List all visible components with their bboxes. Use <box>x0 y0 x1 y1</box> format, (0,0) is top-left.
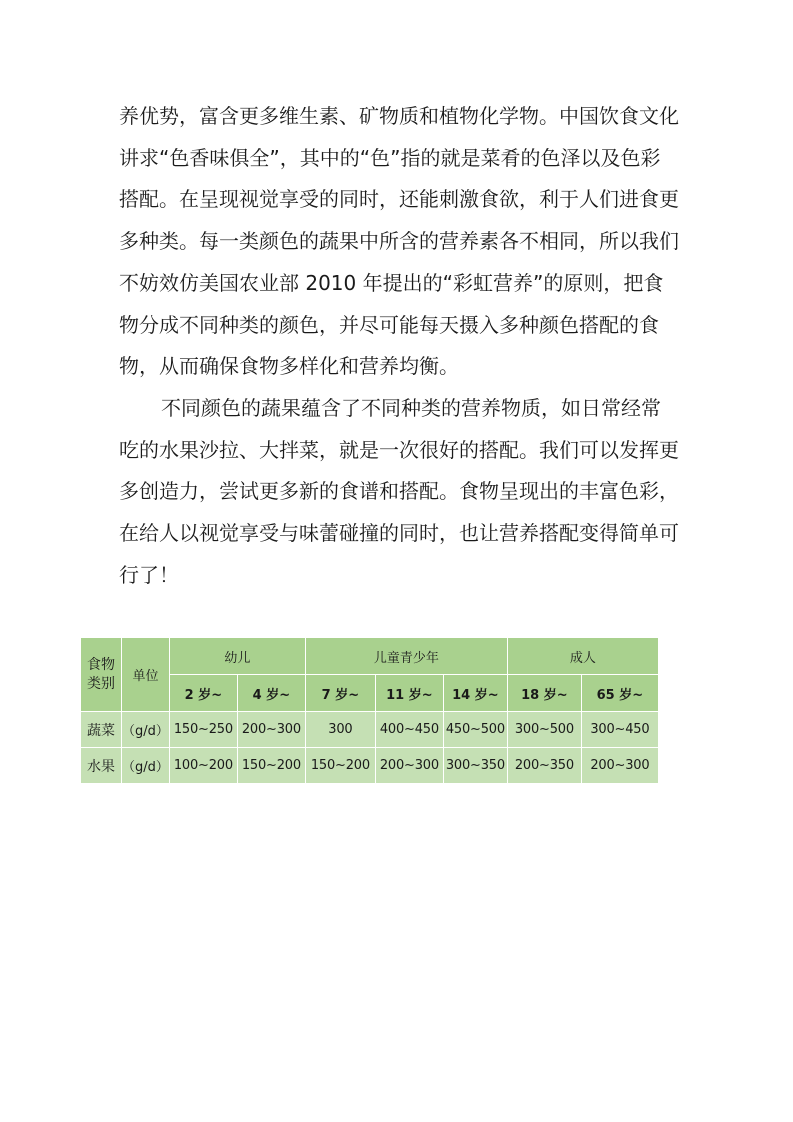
unit-cell: （g/d） <box>122 712 170 748</box>
value-cell: 200~300 <box>581 748 658 784</box>
value-cell: 400~450 <box>375 712 443 748</box>
value-cell: 300 <box>305 712 375 748</box>
value-cell: 300~450 <box>581 712 658 748</box>
header-row-groups <box>81 638 659 675</box>
food-name: 水果 <box>81 748 122 784</box>
group-header-youth: 儿童青少年 <box>305 638 507 675</box>
value-cell: 300~500 <box>507 712 581 748</box>
food-name: 蔬菜 <box>81 712 122 748</box>
age-header: 2 岁~ <box>169 675 237 712</box>
value-cell: 150~200 <box>305 748 375 784</box>
table-row-fruits <box>81 748 659 784</box>
age-header: 18 岁~ <box>507 675 581 712</box>
age-header: 65 岁~ <box>581 675 658 712</box>
paragraph-2: 不同颜色的蔬果蕴含了不同种类的营养物质，如日常经常吃的水果沙拉、大拌菜，就是一次很好的搭配。我们可以发挥更多创造力，尝试更多新的食谱和搭配。食物呈现出的丰富色彩，在给人以视觉享受与味蕾碰撞的同时，也让营养搭配变得简单可行了！ <box>119 395 679 587</box>
table-row-vegetables <box>81 712 659 748</box>
value-cell: 300~350 <box>443 748 507 784</box>
category-header: 食物类别 <box>81 638 122 712</box>
value-cell: 200~350 <box>507 748 581 784</box>
nutrition-table <box>80 637 659 784</box>
age-header: 7 岁~ <box>305 675 375 712</box>
age-header: 4 岁~ <box>237 675 305 712</box>
value-cell: 450~500 <box>443 712 507 748</box>
unit-cell: （g/d） <box>122 748 170 784</box>
paragraph-1: 养优势，富含更多维生素、矿物质和植物化学物。中国饮食文化讲求“色香味俱全”，其中的“色”指的就是菜肴的色泽以及色彩搭配。在呈现视觉享受的同时，还能刺激食欲，利于人们进食更多种类。每一类颜色的蔬果中所含的营养素各不相同，所以我们不妨效仿美国农业部 2010 年提出的“彩虹营养”的原则，把食物分成不同种类的颜色，并尽可能每天摄入多种颜色搭配的食物，从而确保食物多样化和营养均衡。 <box>119 104 679 379</box>
value-cell: 200~300 <box>237 712 305 748</box>
value-cell: 200~300 <box>375 748 443 784</box>
group-header-infant: 幼儿 <box>169 638 305 675</box>
unit-header: 单位 <box>122 638 170 712</box>
age-header: 14 岁~ <box>443 675 507 712</box>
value-cell: 150~200 <box>237 748 305 784</box>
group-header-adult: 成人 <box>507 638 658 675</box>
value-cell: 150~250 <box>169 712 237 748</box>
age-header: 11 岁~ <box>375 675 443 712</box>
value-cell: 100~200 <box>169 748 237 784</box>
article-text <box>119 96 679 596</box>
